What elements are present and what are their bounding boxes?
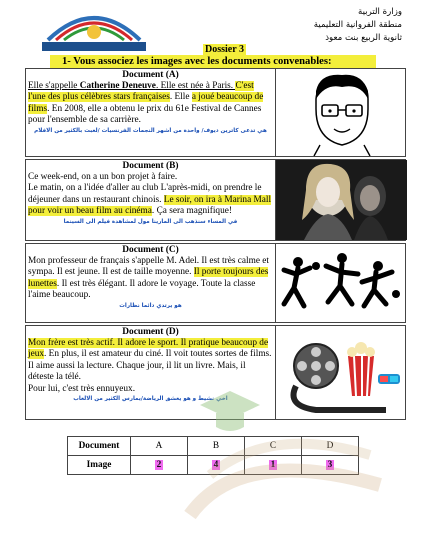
answer-c: 1 — [270, 460, 276, 470]
document-a-arabic-note: هي تدعى كاترين ديوف/ واحدة من اشهر النجمات الفرنسيات /لعبت بالكثير من الافلام — [34, 127, 267, 134]
header-line-school: ثانوية الربيع بنت معوذ — [325, 33, 402, 43]
row-label-image: Image — [68, 456, 131, 475]
ministry-header — [314, 6, 402, 45]
answer-d: 3 — [327, 460, 333, 470]
two-women-photo-icon — [276, 160, 407, 240]
school-logo — [38, 2, 150, 52]
document-d-text: Mon frère est très actif. Il adore le sport. Il pratique beaucoup de jeux. En plus, il est amateur du ciné. Il voit toutes sortes de films. Il aime aussi la lecture. Chaque jour, il lit un livre. Mais, il déteste la télé. Pour lui, c'est très ennuyeux. — [28, 338, 272, 394]
dossier-label: Dossier 3 — [205, 44, 244, 55]
document-c-text: Mon professeur de français s'appelle M. Adel. Il est très calme et sympa. Il est jeune. Il est de taille moyenne. Il porte toujours des lunettes. Il est très élégant. Il adore le voyage. Toute la classe l'aime beaucoup. — [28, 256, 269, 301]
image-film-reel-popcorn — [275, 326, 405, 419]
document-c-title: Document (C) — [122, 245, 179, 255]
exercise-instruction: 1- Vous associez les images avec les documents convenables: — [50, 55, 376, 68]
header-line-ministry: وزارة التربية — [357, 7, 402, 17]
header-line-region: منطقة الفروانية التعليمية — [313, 20, 402, 30]
column-header-c: C — [245, 437, 302, 456]
image-two-women-photo — [275, 160, 405, 240]
answer-table-row-document — [68, 437, 359, 456]
document-b-text: Ce week-end, on a un bon projet à faire. Le matin, on a l'idée d'aller au club L'après-midi, on prendre le déjeuner dans un restaurant chinois. Le soir, on ira à Marina Mall pour voir un beau film au cinéma. Ça sera magnifique! — [28, 172, 272, 217]
column-header-d: D — [302, 437, 359, 456]
document-d-section — [25, 325, 406, 420]
document-a-section — [25, 68, 406, 157]
document-b-arabic-note: في المساء سنذهب الى المارينا مول لمشاهدة فيلم الى السينما — [63, 218, 238, 225]
document-a-text: Elle s'appelle Catherine Deneuve. Elle est née à Paris. C'est l'une des plus célèbres stars françaises. Elle a joué beaucoup de films. En 2008, elle a obtenu le prix du 61e Festival de Cannes pour l'ensemble de sa carrière. — [28, 81, 264, 126]
cartoon-face-icon — [276, 69, 407, 156]
image-cartoon-face — [275, 69, 405, 156]
image-sports-silhouettes — [275, 244, 405, 322]
sports-silhouettes-icon — [276, 244, 407, 322]
answer-b: 4 — [213, 460, 219, 470]
column-header-b: B — [188, 437, 245, 456]
document-b-section — [25, 159, 406, 241]
row-label-document: Document — [68, 437, 131, 456]
document-d-title: Document (D) — [122, 327, 179, 337]
answer-table-row-image — [68, 456, 359, 475]
document-c-section — [25, 243, 406, 323]
column-header-a: A — [131, 437, 188, 456]
document-a-title: Document (A) — [122, 70, 179, 80]
document-c-arabic-note: هو يرتدي دائما نظارات — [119, 302, 182, 309]
film-reel-popcorn-icon — [276, 326, 407, 419]
document-b-title: Document (B) — [122, 161, 179, 171]
answer-a: 2 — [156, 460, 162, 470]
document-d-arabic-note: اخي نشيط و هو يعشق الرياضة/يمارس الكثير من الالعاب — [73, 396, 228, 403]
answer-table — [67, 436, 359, 475]
